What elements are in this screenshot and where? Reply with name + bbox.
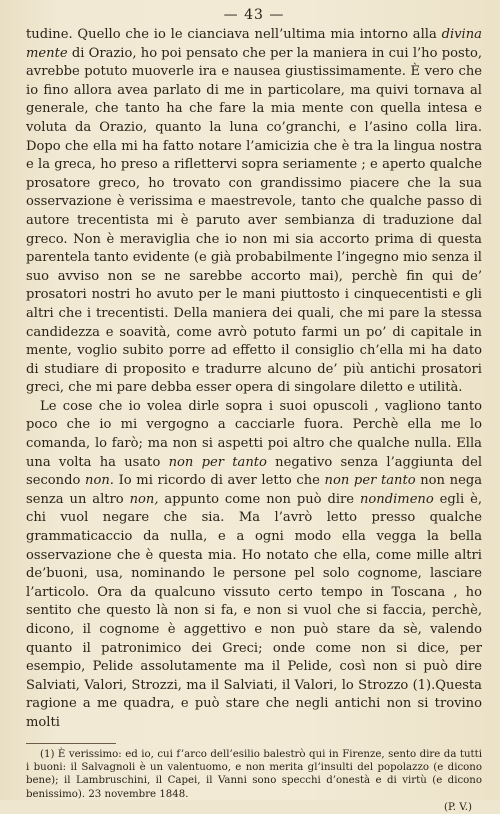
text-run: appunto come non può dire <box>158 491 360 507</box>
text-run: Le cose che io volea dirle sopra i suoi opuscoli , vagliono tanto poco che io mi vergogno a cacciarle fuora. Perchè ella me lo comanda, lo farò; ma non si aspetti poi altro che qualche nulla. Ella una volta ha usato <box>26 398 482 470</box>
italic-text: non, <box>129 491 159 507</box>
paragraph-1 <box>26 26 482 398</box>
text-run: egli è, chi vuol negare che sia. Ma l’avrò letto presso qualche grammaticaccio da nulla, e a ogni modo ella vegga la bella osservazione che è questa mia. Ho notato che ella, come mille altri de’buoni, usa, nominando le persone pel solo cognome, lasciare l’articolo. Ora da qualcuno vissuto certo tempo in Toscana , ho sentito che questo là non si fa, e non si vuol che si faccia, perchè, dicono, il cognome è aggettivo e non può stare da sè, valendo quanto il patronimico dei Greci; onde come non si dice, per esempio, Pelide assolutamente ma il Pelide, così non si può dire Salviati, Valori, Strozzi, ma il Salviati, il Valori, lo Strozzo (1).Questa ragione a me quadra, e può stare che negli antichi non si trovino molti <box>26 491 482 730</box>
text-run: Io mi ricordo di aver letto che <box>113 473 325 489</box>
paragraph-2 <box>26 398 482 733</box>
italic-text: non. <box>85 473 114 489</box>
page-number: — 43 — <box>223 7 285 23</box>
text-run: non nega senza un altro <box>26 473 483 507</box>
text-run: tudine. Quello che io le cianciava nell’ultima mia intorno alla <box>26 27 442 42</box>
italic-text: non per tanto <box>324 473 416 489</box>
text-run: negativo senza l’aggiunta del secondo <box>26 454 483 489</box>
text-run: di Orazio, ho poi pensato che per la maniera in cui l’ho posto, avrebbe potuto muoverle ira e nausea giustissimamente. È vero che io fino allora avea parlato di me in particolare, ma quivi tornava al generale, che tanto ha che fare la mia mente con quella intesa e voluta da Orazio, quanto la luna co’granchi, e l’asino colla lira. Dopo che ella mi ha fatto notare l’amicizia che è tra la lingua nostra e la greca, ho preso a riflettervi sopra seriamente ; e aperto qualche prosatore greco, ho trovato con grandissimo piacere che la sua osservazione è verissima e maestrevole, tanto che qualche passo di autore trecentista mi è paruto aver sembianza di traduzione dal greco. Non è meraviglia che io non mi sia accorto prima di questa parentela tanto evidente (e già probabilmente l’ingegno mio senza il suo avviso non se ne sarebbe accorto mai), perchè fin qui de’ prosatori nostri ho avuto per le mani piuttosto i cinquecentisti e gli altri che i trecentisti. Della maniera dei quali, che mi pare la stessa candidezza e soavità, come avrò potuto farmi un po’ di capitale in mente, voglio subito porre ad effetto il consiglio ch’ella mi ha dato di studiare di proposito e tradurre alcuno de’ più antichi prosatori greci, che mi pare debba esser opera di singolare diletto e utilità. <box>26 45 482 396</box>
italic-text: non per tanto <box>168 454 267 470</box>
footnote-signature: (P. V.) <box>443 802 472 814</box>
italic-text: divina mente <box>26 27 482 61</box>
footnote: (1) È verissimo: ed io, cui f’arco dell’esilio balestrò qui in Firenze, sento dire da tutti i buoni: il Salvagnoli è un valentuomo, e non merita gl’insulti del popolazzo (e dicono bene); il Lambruschini, il Capei, il Vanni sono specchi d’onestà e di virtù (e dicono benissimo). 23 novembre 1848. <box>26 748 482 800</box>
body-text <box>26 26 482 733</box>
italic-text: nondimeno <box>359 491 434 507</box>
footnote-rule <box>26 743 116 744</box>
